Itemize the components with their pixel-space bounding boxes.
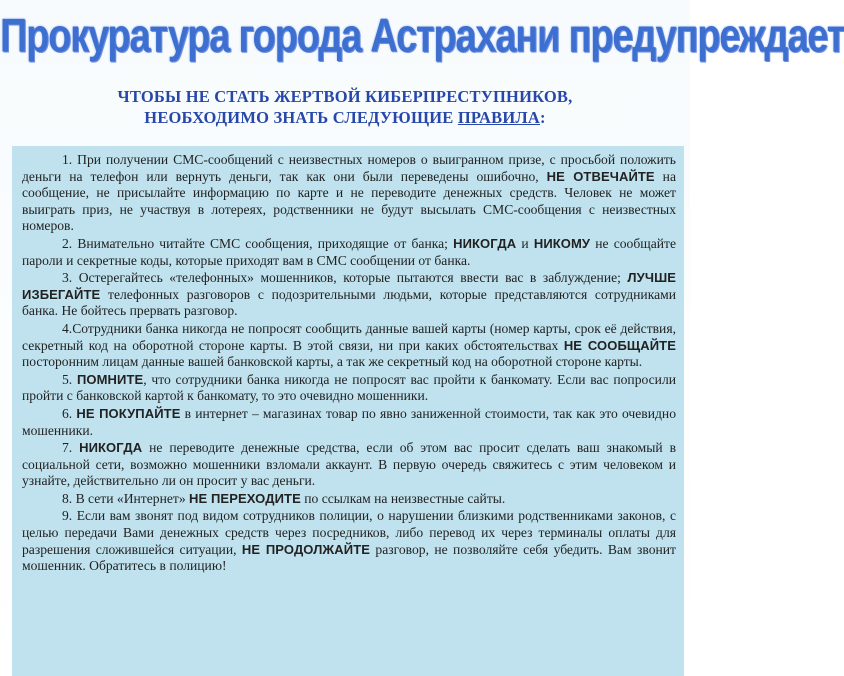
rule-6-text: 6. [62,405,77,421]
subtitle-line-2 [0,107,690,128]
rule-8 [22,491,676,508]
rule-3 [22,270,676,320]
rule-7 [22,440,676,490]
rule-4-text: 4.Сотрудники банка никогда не попросят сообщить данные вашей карты (номер карты, срок её действия, секретный код на оборотной стороне карты. В этой связи, ни при каких обстоятельствах [22,320,676,353]
rule-5-text: 5. [62,371,77,387]
rule-1-emphasis: НЕ ОТВЕЧАЙТЕ [546,168,655,184]
rule-2-emphasis-2: НИКОМУ [533,235,591,251]
rule-2-text-cont: и [516,235,534,251]
rule-9-text: 9. Если вам звонят под видом сотрудников полиции, о нарушении близкими родственниками законов, с целью передачи Вами денежных средств через посредников, либо перевод их через терминалы оплаты для разрешения сложившейся ситуации, [22,508,676,557]
subtitle-line-2-prefix: НЕОБХОДИМО ЗНАТЬ СЛЕДУЮЩИЕ [144,108,458,127]
rule-8-text: 8. В сети «Интернет» [62,490,190,506]
rule-6-text-cont: в интернет – магазинах товар по явно заниженной стоимости, так как это очевидно мошенники. [22,405,676,438]
rule-6-emphasis: НЕ ПОКУПАЙТЕ [76,405,181,421]
rule-3-emphasis: ЛУЧШЕ ИЗБЕГАЙТЕ [22,270,676,302]
subtitle-line-1: ЧТОБЫ НЕ СТАТЬ ЖЕРТВОЙ КИБЕРПРЕСТУПНИКОВ, [117,87,573,106]
rule-2 [22,236,676,269]
rule-7-emphasis: НИКОГДА [79,440,143,456]
rule-4-emphasis: НЕ СООБЩАЙТЕ [563,337,676,353]
rule-9 [22,508,676,574]
rule-4 [22,321,676,371]
rule-2-text: 2. Внимательно читайте СМС сообщения, приходящие от банка; [62,235,454,251]
rule-5 [22,372,676,405]
subtitle [0,86,690,128]
page-title: Прокуратура города Астрахани предупреждает [0,10,844,63]
rule-9-emphasis: НЕ ПРОДОЛЖАЙТЕ [241,541,371,557]
rule-1-text: 1. При получении СМС-сообщений с неизвестных номеров о выигранном призе, с просьбой положить деньги на телефон или вернуть деньги, так как они были переведены ошибочно, [22,152,676,184]
rules-list [22,152,676,576]
rule-5-emphasis: ПОМНИТЕ [76,371,144,387]
rule-4-text-cont: посторонним лицам данные вашей банковской карты, а так же секретный код на оборотной стороне карты. [22,354,643,370]
subtitle-rules-word: ПРАВИЛА [457,108,541,127]
rule-2-emphasis: НИКОГДА [453,235,517,251]
rule-6 [22,406,676,439]
subtitle-line-2-suffix: : [540,108,546,127]
rule-7-text: 7. [62,440,80,456]
rule-9-text-cont: разговор, не позволяйте себя убедить. Вам звонит мошенник. Обратитесь в полицию! [22,541,676,574]
rule-7-text-cont: не переводите денежные средства, если об этом вас просит сделать ваш знакомый в социальной сети, возможно мошенники взломали аккаунт. В первую очередь свяжитесь с этим человеком и узнайте, действительно ли он просит у вас деньги. [22,440,676,489]
rule-5-text-cont: , что сотрудники банка никогда не попросят вас пройти к банкомату. Если вас попросили пройти с банковской картой к банкомату, то это очевидно мошенники. [22,371,676,404]
rule-1-text-cont: на сообщение, не присылайте информацию по карте и не переводите денежных средств. Человек не может выиграть приз, не участвуя в лотереях, родственники не будут высылать СМС-сообщения с неизвестных номеров. [22,168,676,234]
rule-2-text-end: не сообщайте пароли и секретные коды, которые приходят вам в СМС сообщении от банка. [22,235,677,268]
rule-8-emphasis: НЕ ПЕРЕХОДИТЕ [189,490,301,506]
rule-3-text-cont: телефонных разговоров с подозрительными людьми, которые представляются сотрудниками банка. Не бойтесь прервать разговор. [22,286,676,319]
rule-3-text: 3. Остерегайтесь «телефонных» мошенников, которые пытаются ввести вас в заблуждение; [62,270,628,286]
rule-8-text-cont: по ссылкам на неизвестные сайты. [300,490,506,506]
rule-1 [22,152,676,235]
